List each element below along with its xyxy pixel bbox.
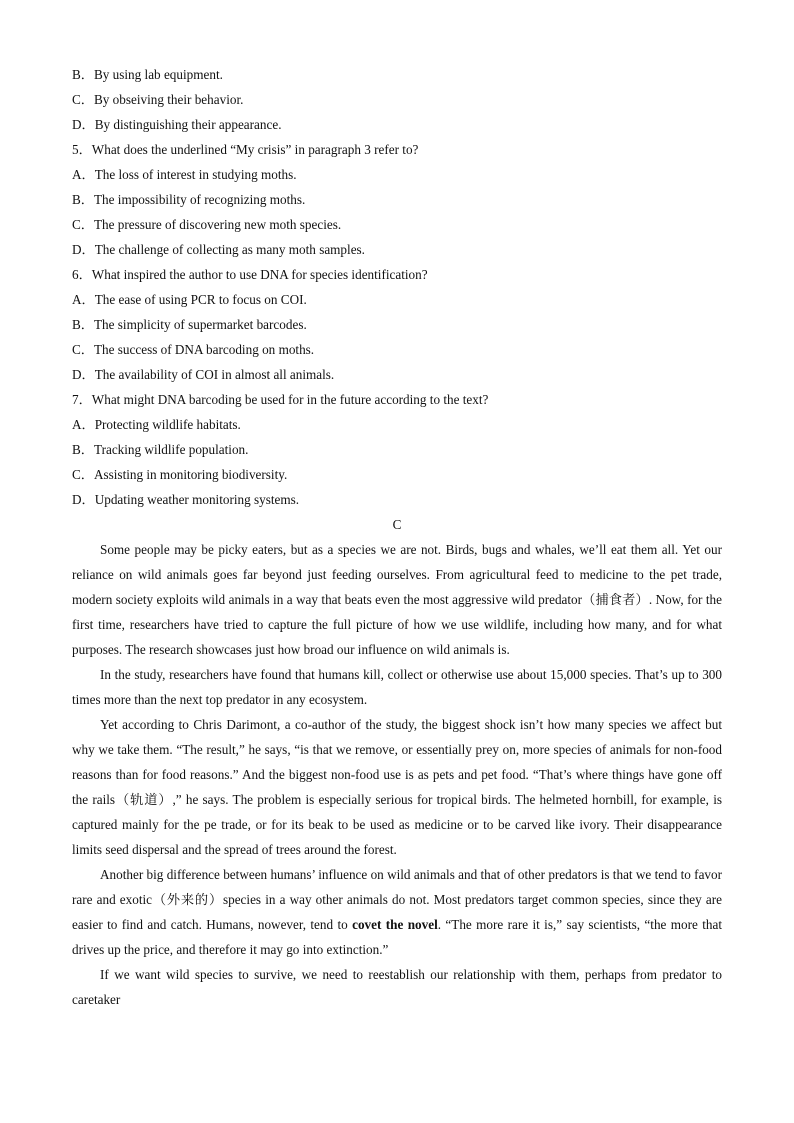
- q6-option-a: A．The ease of using PCR to focus on COI.: [72, 292, 307, 307]
- q6-option-b: B．The simplicity of supermarket barcodes.: [72, 317, 307, 332]
- q7-option-c: C．Assisting in monitoring biodiversity.: [72, 467, 288, 482]
- q7-stem: 7．What might DNA barcoding be used for in the future according to the text?: [72, 392, 489, 407]
- passage-paragraph-5: If we want wild species to survive, we need to reestablish our relationship with them, perhaps from predator to caretaker: [72, 967, 722, 1007]
- passage-paragraph-2: In the study, researchers have found that humans kill, collect or otherwise use about 15,000 species. That’s up to 300 times more than the next top predator in any ecosystem.: [72, 667, 722, 707]
- q5-option-b: B．The impossibility of recognizing moths.: [72, 192, 306, 207]
- q5-stem: 5．What does the underlined “My crisis” in paragraph 3 refer to?: [72, 142, 419, 157]
- passage-paragraph-3: Yet according to Chris Darimont, a co-author of the study, the biggest shock isn’t how many species we affect but why we take them. “The result,” he says, “is that we remove, or essentially prey on, more species of animals for non-food reasons than for food reasons.” And the biggest non-food use is as pets and pet food. “That’s where things have gone off the rails（轨道）,” he says. The problem is especially serious for tropical birds. The helmeted hornbill, for example, is captured mainly for the pe trade, or for its beak to be used as medicine or to be carved like ivory. Their disappearance limits seed dispersal and the spread of trees around the forest.: [72, 717, 722, 857]
- section-heading: C: [392, 517, 402, 532]
- q5-option-c: C．The pressure of discovering new moth species.: [72, 217, 342, 232]
- bold-phrase: covet the novel: [352, 917, 438, 932]
- passage-paragraph-1: Some people may be picky eaters, but as a species we are not. Birds, bugs and whales, we’ll eat them all. Yet our reliance on wild animals goes far beyond just feeding ourselves. From agricultural feed to medicine to the pet trade, modern society exploits wild animals in a way that beats even the most aggressive wild predator（捕食者）. Now, for the first time, researchers have tried to capture the full picture of how we use wildlife, including how many, and for what purposes. The research showcases just how broad our influence on wild animals is.: [72, 542, 722, 657]
- q6-option-d: D．The availability of COI in almost all animals.: [72, 367, 335, 382]
- q4-option-d: D．By distinguishing their appearance.: [72, 117, 282, 132]
- q6-stem: 6．What inspired the author to use DNA for species identification?: [72, 267, 428, 282]
- q4-option-b: B．By using lab equipment.: [72, 67, 223, 82]
- paragraph-4-text-start: Another big difference between humans’ influence on wild animals and that of other predators is that we tend to favor rare and exotic（外来的）species in a way other animals do not. Most predators target common species, since they are easier to find and catch. Humans, nowever, tend to: [72, 867, 722, 932]
- q5-option-d: D．The challenge of collecting as many moth samples.: [72, 242, 365, 257]
- q7-option-d: D．Updating weather monitoring systems.: [72, 492, 300, 507]
- q5-option-a: A．The loss of interest in studying moths.: [72, 167, 297, 182]
- q4-option-c: C．By obseiving their behavior.: [72, 92, 244, 107]
- q7-option-b: B．Tracking wildlife population.: [72, 442, 249, 457]
- document-page: [72, 62, 722, 1012]
- q7-option-a: A．Protecting wildlife habitats.: [72, 417, 241, 432]
- q6-option-c: C．The success of DNA barcoding on moths.: [72, 342, 315, 357]
- paragraph-4-text-end: . “The more rare it is,” say scientists, “the more that drives up the price, and therefore it may go into extinction.”: [72, 917, 723, 957]
- passage-paragraph-4: [72, 862, 722, 962]
